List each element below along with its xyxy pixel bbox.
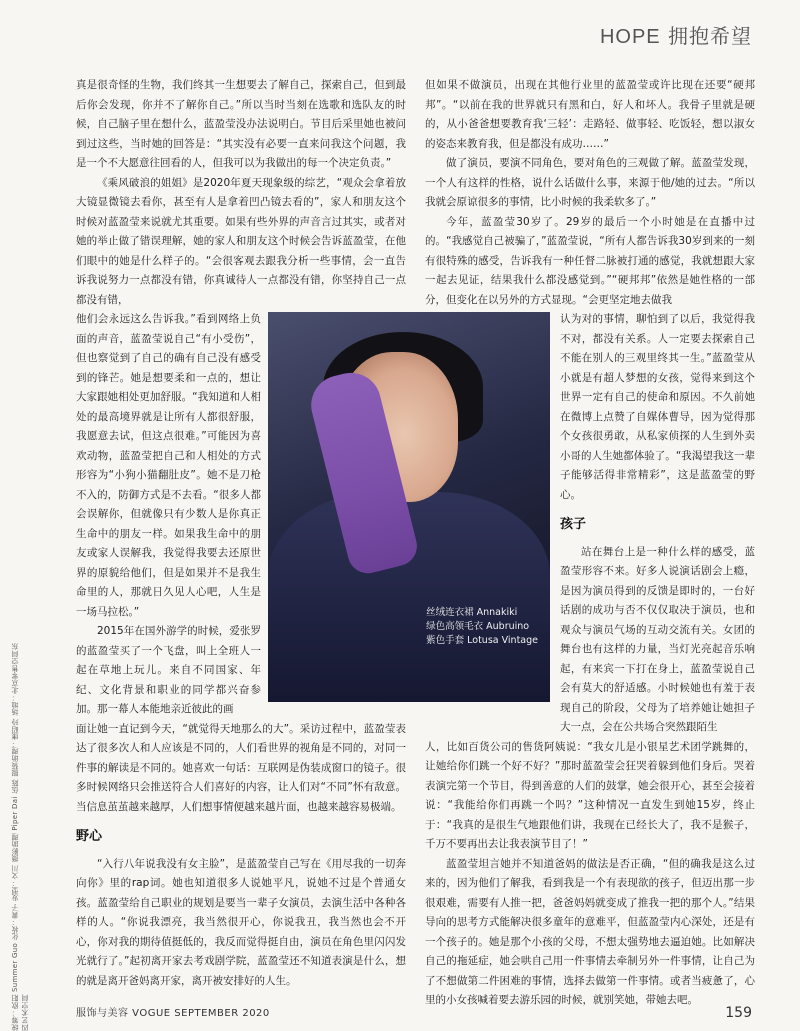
paragraph: 他们会永远这么告诉我。”看到网络上负面的声音，蓝盈莹说自己“有小受伤”，但也察觉到了自己的确有自己没有感受到的锋芒。她是想要柔和一点的，想让大家跟她相处更加舒服。“我知道和人相处的最高境界就是让所有人都很舒服，我愿意去试，但这点很难。”可能因为喜欢动物，蓝盈莹把自己和人相处的方式形容为“小狗小猫翻肚皮”。她不是刀枪不入的，防御方式是不去看。“很多人都会误解你，但就像只有少数人是你真正生命中的朋友一样。如果我生命中的朋友或家人误解我，我觉得我要去还原世界的原貌给他们，但是如果并不是我生命里的人，那就日久见人心吧，人生是一场马拉松。” (76, 313, 261, 618)
footer: 服饰与美容 VOGUE SEPTEMBER 2020 (76, 1008, 270, 1019)
paragraph: 2015年在国外游学的时候，爱张罗的蓝盈莹买了一个飞盘，叫上全班人一起在草地上玩儿。来自不同国家、年纪、文化背景和职业的同学都兴奋参加。那一幕人本能地亲近彼此的画 (76, 625, 261, 715)
section-header (600, 20, 752, 49)
paragraph: 面让她一直记到今天，“就觉得天地那么的大”。采访过程中，蓝盈莹表达了很多次人和人应该是不同的，人们看世界的视角是不同的，对同一件事的解读是不同的。她喜欢一句话：互联网是伪装成窗口的镜子。很多时候网络只会推送符合人们喜好的内容，让人们对“不同”怀有敌意。当信息茧茧越来越厚，人们想事情便越来越片面，也越来越容易极端。 (76, 722, 406, 813)
paragraph: 认为对的事情，聊怕到了以后，我觉得我不对，都没有关系。人一定要去探索自己不能在别人的三观里终其一生。”蓝盈莹从小就是有超人梦想的女孩，觉得来到这个世界一定有自己的使命和原因。不久前她在微博上点赞了自媒体曹导，因为觉得那个女孩很勇敢，从私家侦探的人生到外卖小哥的人生她都体验了。“我渴望我这一辈子能够活得非常精彩”，这是蓝盈莹的野心。 (560, 313, 755, 501)
wrapped-text (76, 310, 261, 720)
credit-line: 丝绒连衣裙 Annakiki (426, 607, 518, 618)
side-credit: 统筹：欧阳 Summer Guo 化妆：黄子 发型：文川 摄影助理 Piper Dai 伍陈 服装助理：康昭玲 场地：北京零售空间东四艺术空间 (11, 642, 29, 1031)
paragraph: 《乘风破浪的姐姐》是2020年夏天现象级的综艺，“观众会拿着放大镜显微镜去看你，甚至有人是拿着凹凸镜去看的”，家人和朋友这个时候对蓝盈莹来说就尤其重要。如果有些外界的声音言过其实，或者对她的举止做了错误理解，她的家人和朋友这个时候会告诉蓝盈莹，在他们眼中的她是什么样子的。“会很客观去跟我分析一些事情，会一直告诉我说努力一点都没有错，你真诚待人一点都没有错，你坚持自己一点都没有错， (76, 176, 406, 306)
paragraph: 今年，蓝盈莹30岁了。29岁的最后一个小时她是在直播中过的。“我感觉自己被骗了，”蓝盈莹说，“所有人都告诉我30岁到来的一刻有很特殊的感受，告诉我有一种任督二脉被打通的感觉，我就想跟大家一起去见证，结果我什么都没感觉到。”“硬邦邦”依然是她性格的一部分，但变化在以另外的方式显现。“会更坚定地去做我 (425, 215, 755, 306)
paragraph: “入行八年说我没有女主脸”，是蓝盈莹自己写在《用尽我的一切奔向你》里的rap词。她也知道很多人说她平凡，说她不过是个普通女孩。蓝盈莹给自己职业的规划是要当一辈子女演员，去演生活中各种各样的人。“你说我漂亮，我当然很开心，你说我丑，我当然也会不开心，你对我的期待值挺低的，我反而觉得挺自由，演员在角色里闪闪发光就行了。”起初离开家去考戏剧学院，蓝盈莹还不知道表演是什么，想的就是离开爸妈离开家，离开被安排好的人生。 (76, 857, 406, 987)
paragraph: 蓝盈莹坦言她并不知道爸妈的做法是否正确，“但的确我是这么过来的，因为他们了解我，看到我是一个有表现欲的孩子，但迈出那一步很艰难，需要有人推一把，爸爸妈妈就变成了推我一把的那个人。”结果导向的思考方式能解决很多童年的意难平，但蓝盈莹内心深处，还是有一个孩子的。她是那个小孩的父母，不想太强势地去逼迫她。比如解决自己的拖延症，她会哄自己用一件事情去牵制另外一件事情，让自己为了不想做第二件困难的事情，选择去做第一件事情。或者当疲惫了，心里的小女孩喊着要去游乐园的时候，就别笑她，带她去吧。 (425, 857, 755, 1006)
wrapped-text (560, 310, 755, 738)
paragraph: 人，比如百货公司的售货阿姨说：“我女儿是小银星艺术团学跳舞的，让她给你们跳一个好不好？”那时蓝盈莹会狂哭着躲到他们身后。哭着表演完第一个节目，得到善意的人们的鼓掌，她会很开心，甚至会接着说：“我能给你们再跳一个吗？”这种情况一直发生到她15岁，终止于：“我真的是很生气地跟他们讲，我现在已经长大了，我不是猴子，千万不要再出去让我表演节目了！” (425, 740, 755, 850)
page-number: 159 (725, 1005, 752, 1021)
credit-line: 绿色高领毛衣 Aubruino (426, 621, 530, 632)
photo-credit (426, 606, 538, 648)
paragraph: 站在舞台上是一种什么样的感受，蓝盈莹形容不来。好多人说演话剧会上瘾，是因为演员得到的反馈是即时的，一台好话剧的成功与否不仅仅取决于演员，也和观众与演员气场的互动交流有关。女团的舞台也有这样的力量，当灯光亮起音乐响起，有来宾一下打在身上，蓝盈莹说自己会有莫大的舒适感。小时候她也有羞于表现自己的阶段，父母为了培养她让她担子大一点，会在公共场合突然跟陌生 (560, 545, 755, 733)
paragraph: 但如果不做演员，出现在其他行业里的蓝盈莹或许比现在还要“硬邦邦”。“以前在我的世界就只有黑和白，好人和坏人。我骨子里就是硬的，从小爸爸想要教育我‘三轻’：走路轻、做事轻、吃饭轻，想以淑女的姿态来教育我，但是都没有成功……” (425, 79, 755, 150)
credit-line: 紫色手套 Lotusa Vintage (426, 635, 538, 646)
section-heading-haizi: 孩子 (560, 517, 587, 532)
paragraph: 真是很奇怪的生物，我们终其一生想要去了解自己，探索自己，但到最后你会发现，你并不了解你自己。”所以当时当刻在选歌和选队友的时候，自己脑子里在想什么，蓝盈莹没办法说明白。节目后采里她也被问到过这些，当时她的回答是：“其实没有必要一直来问我这个问题，我是一个不大愿意往回看的人，但我可以为我做出的每一个决定负责。” (76, 79, 406, 169)
section-header-zh: 拥抱希望 (668, 24, 752, 48)
section-heading-yexin: 野心 (76, 829, 103, 844)
paragraph: 做了演员，要演不同角色，要对角色的三观做了解。蓝盈莹发现，一个人有这样的性格，说什么话做什么事，来源于他/她的过去。“所以我就会原谅很多的事情，比小时候的我柔软多了。” (425, 157, 755, 208)
section-header-en: HOPE (599, 26, 661, 48)
portrait-photo (268, 312, 550, 702)
